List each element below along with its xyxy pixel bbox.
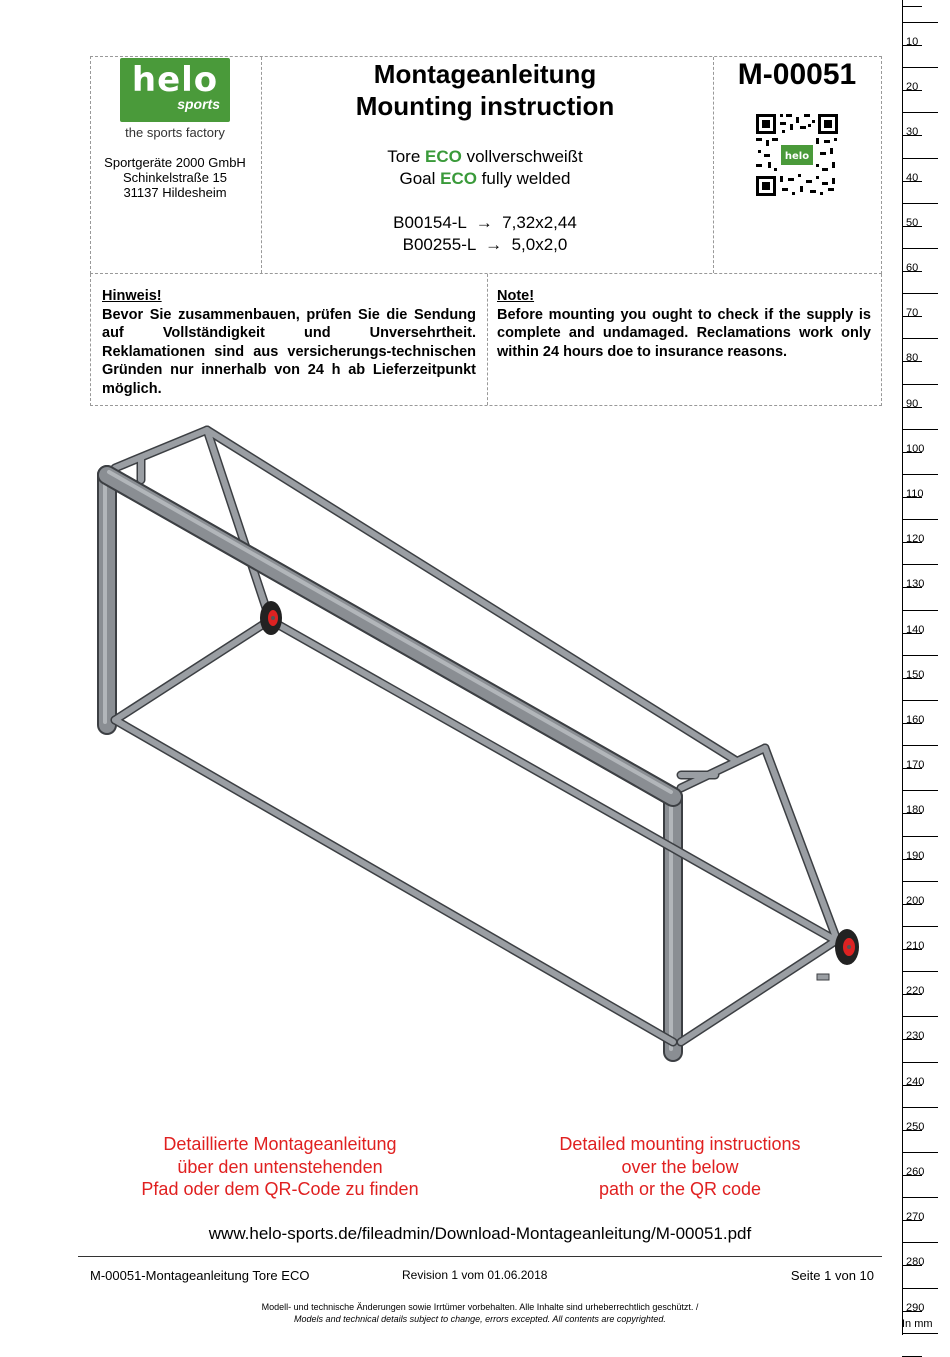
title-de: Montageanleitung — [373, 59, 597, 89]
note-de-text: Bevor Sie zusammenbauen, prüfen Sie die Sendung auf Vollständigkeit und Unversehrtheit. Reklamationen sind aus versicherungs-technischen Gründen nur innerhalb von 24 h ab Lieferzeitpunkt möglich. — [102, 306, 476, 397]
ruler-label: 140 — [906, 624, 925, 636]
note-en-heading: Note! — [497, 288, 535, 304]
instructions-en-line: Detailed mounting instructions — [559, 1134, 801, 1154]
ruler-label: 60 — [906, 262, 919, 274]
ruler-major-tick — [902, 248, 938, 249]
ruler-major-tick — [902, 22, 938, 23]
ruler-major-tick — [902, 474, 938, 475]
header-divider — [713, 57, 714, 273]
ruler-label: 210 — [906, 940, 925, 952]
ruler-label: 130 — [906, 578, 925, 590]
document-number: M-00051 — [737, 58, 857, 91]
product-de — [300, 146, 670, 168]
instructions-de-line: über den untenstehenden — [177, 1156, 383, 1177]
disclaimer-en: Models and technical details subject to change, errors excepted. All contents are copyrighted. — [294, 1314, 666, 1324]
ruler-label: 100 — [906, 443, 925, 455]
article-code-1: B00154-L → 7,32x2,44 — [393, 213, 577, 232]
ruler-major-tick — [902, 112, 938, 113]
notes-divider — [487, 274, 488, 405]
product-en — [300, 168, 670, 190]
ruler-major-tick — [902, 1333, 938, 1334]
mm-ruler — [902, 0, 950, 1343]
wheel-icon — [835, 929, 859, 965]
ruler-major-tick — [902, 564, 938, 565]
ruler-label: 70 — [906, 307, 919, 319]
ruler-label: 30 — [906, 126, 919, 138]
ruler-label: 150 — [906, 669, 925, 681]
tagline: the sports factory — [125, 125, 225, 140]
ruler-label: 250 — [906, 1121, 925, 1133]
ruler-label: 280 — [906, 1256, 925, 1268]
note-german — [102, 287, 476, 398]
product-en-pre: Goal — [399, 169, 441, 188]
instructions-english — [510, 1133, 850, 1201]
article-code-2: B00255-L → 5,0x2,0 — [402, 235, 568, 254]
ruler-label: 290 — [906, 1302, 925, 1314]
eco-label: ECO — [425, 147, 462, 166]
footer-divider — [78, 1256, 882, 1257]
ruler-label: 270 — [906, 1211, 925, 1223]
ruler-label: 260 — [906, 1166, 925, 1178]
ruler-label: 200 — [906, 895, 925, 907]
document-title — [300, 58, 670, 122]
ruler-label: 240 — [906, 1076, 925, 1088]
footer-page-number: Seite 1 von 10 — [790, 1268, 874, 1283]
ruler-label: 230 — [906, 1030, 925, 1042]
ruler-unit: In mm — [902, 1318, 933, 1330]
product-de-pre: Tore — [387, 147, 426, 166]
helo-logo — [120, 58, 230, 122]
ruler-label: 160 — [906, 714, 925, 726]
ruler-major-tick — [902, 519, 938, 520]
ruler-top-tick — [902, 6, 922, 7]
qr-badge-text: helo — [784, 151, 810, 162]
title-en: Mounting instruction — [355, 91, 615, 121]
product-name — [300, 146, 670, 190]
ruler-label: 20 — [906, 81, 919, 93]
instructions-en-line: path or the QR code — [598, 1179, 762, 1199]
ruler-major-tick — [902, 700, 938, 701]
ruler-label: 120 — [906, 533, 925, 545]
note-de-heading: Hinweis! — [102, 288, 162, 304]
ruler-major-tick — [902, 293, 938, 294]
download-link[interactable]: www.helo-sports.de/fileadmin/Download-Montageanleitung/M-00051.pdf — [208, 1224, 752, 1243]
header-divider — [261, 57, 262, 273]
ruler-major-tick — [902, 429, 938, 430]
footer-document-name: M-00051-Montageanleitung Tore ECO — [90, 1268, 310, 1283]
wheel-icon — [260, 601, 282, 635]
ruler-major-tick — [902, 881, 938, 882]
footer-revision: Revision 1 vom 01.06.2018 — [402, 1268, 548, 1282]
instructions-en-line: over the below — [621, 1156, 739, 1177]
qr-code-icon[interactable] — [754, 112, 840, 198]
instructions-de-line: Detaillierte Montageanleitung — [163, 1134, 397, 1154]
ruler-major-tick — [902, 1288, 938, 1289]
note-english — [497, 287, 871, 361]
ruler-major-tick — [902, 790, 938, 791]
ruler-major-tick — [902, 1197, 938, 1198]
company-city: 31137 Hildesheim — [123, 185, 227, 200]
ruler-major-tick — [902, 1107, 938, 1108]
footer-disclaimer — [160, 1301, 800, 1325]
ruler-major-tick — [902, 1016, 938, 1017]
article-codes — [300, 212, 670, 256]
ruler-label: 80 — [906, 352, 919, 364]
ruler-major-tick — [902, 971, 938, 972]
company-name: Sportgeräte 2000 GmbH — [104, 155, 246, 170]
ruler-label: 90 — [906, 398, 919, 410]
ruler-major-tick — [902, 745, 938, 746]
ruler-major-tick — [902, 338, 938, 339]
ruler-label: 180 — [906, 804, 925, 816]
ruler-major-tick — [902, 1062, 938, 1063]
product-en-post: fully welded — [476, 169, 571, 188]
ruler-major-tick — [902, 384, 938, 385]
company-street: Schinkelstraße 15 — [122, 170, 228, 185]
ruler-major-tick — [902, 158, 938, 159]
ruler-label: 220 — [906, 985, 925, 997]
ruler-major-tick — [902, 67, 938, 68]
ruler-label: 110 — [906, 488, 924, 500]
ruler-label: 40 — [906, 172, 919, 184]
instructions-de-line: Pfad oder dem QR-Code zu finden — [141, 1179, 419, 1199]
disclaimer-de: Modell- und technische Änderungen sowie Irrtümer vorbehalten. Alle Inhalte sind urheberrechtlich geschützt. / — [261, 1302, 699, 1312]
eco-label: ECO — [440, 169, 477, 188]
ruler-major-tick — [902, 926, 938, 927]
product-de-post: vollverschweißt — [461, 147, 583, 166]
company-address — [94, 155, 256, 200]
ruler-major-tick — [902, 1242, 938, 1243]
ruler-axis — [902, 0, 903, 1335]
ruler-major-tick — [902, 655, 938, 656]
ruler-major-tick — [902, 203, 938, 204]
ruler-major-tick — [902, 610, 938, 611]
logo-brand-text: helo — [131, 60, 219, 100]
ruler-major-tick — [902, 1152, 938, 1153]
goal-frame-illustration — [95, 420, 875, 1080]
instructions-german — [110, 1133, 450, 1201]
ruler-label: 170 — [906, 759, 925, 771]
ruler-label: 50 — [906, 217, 919, 229]
ruler-label: 190 — [906, 850, 925, 862]
logo-sub-text: sports — [177, 96, 220, 112]
ruler-major-tick — [902, 836, 938, 837]
ruler-label: 10 — [906, 36, 919, 48]
note-en-text: Before mounting you ought to check if the supply is complete and undamaged. Reclamations work only within 24 hours doe to insurance reasons. — [497, 306, 871, 360]
